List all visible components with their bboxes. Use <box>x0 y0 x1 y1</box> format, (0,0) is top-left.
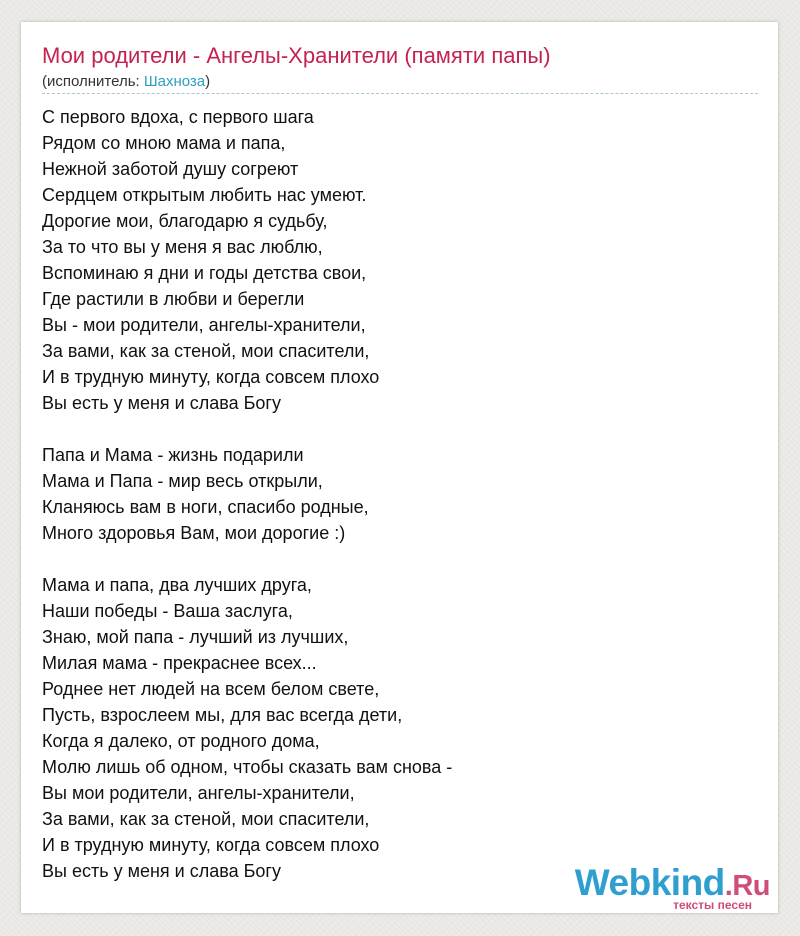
lyric-line: Много здоровья Вам, мои дорогие :) <box>42 523 346 543</box>
header-divider <box>42 93 758 94</box>
logo-name: Webkind <box>574 862 725 903</box>
lyric-line: И в трудную минуту, когда совсем плохо <box>42 835 380 855</box>
song-title: Мои родители - Ангелы-Хранители (памяти папы) <box>42 43 551 68</box>
lyrics-text <box>42 104 452 884</box>
lyric-line: И в трудную минуту, когда совсем плохо <box>42 367 380 387</box>
lyric-line: Вспоминаю я дни и годы детства свои, <box>42 263 367 283</box>
lyric-line: Знаю, мой папа - лучший из лучших, <box>42 627 349 647</box>
artist-line <box>42 73 210 91</box>
lyric-line: Вы есть у меня и слава Богу <box>42 393 281 413</box>
artist-prefix: (исполнитель: <box>42 73 144 90</box>
webkind-logo[interactable] <box>575 864 770 911</box>
lyric-line: Мама и папа, два лучших друга, <box>42 575 312 595</box>
lyric-line: Где растили в любви и берегли <box>42 289 305 309</box>
lyric-line: Вы мои родители, ангелы-хранители, <box>42 783 355 803</box>
lyric-line: С первого вдоха, с первого шага <box>42 107 314 127</box>
artist-suffix: ) <box>205 73 211 90</box>
lyric-line: Кланяюсь вам в ноги, спасибо родные, <box>42 497 369 517</box>
lyric-line: За то что вы у меня я вас люблю, <box>42 237 323 257</box>
logo-tld: .Ru <box>724 870 770 902</box>
lyric-line <box>42 416 452 442</box>
lyrics-card <box>21 22 778 913</box>
lyric-line: Дорогие мои, благодарю я судьбу, <box>42 211 328 231</box>
lyric-line: Роднее нет людей на всем белом свете, <box>42 679 380 699</box>
logo-tagline: тексты песен <box>673 898 752 912</box>
artist-link[interactable]: Шахноза <box>143 73 206 90</box>
lyric-line: Нежной заботой душу согреют <box>42 159 299 179</box>
lyric-line: Милая мама - прекраснее всех... <box>42 653 317 673</box>
lyric-line: Молю лишь об одном, чтобы сказать вам снова - <box>42 757 453 777</box>
lyric-line: Мама и Папа - мир весь открыли, <box>42 471 323 491</box>
lyric-line: Пусть, взрослеем мы, для вас всегда дети, <box>42 705 403 725</box>
lyric-line: За вами, как за стеной, мои спасители, <box>42 341 370 361</box>
lyric-line: Наши победы - Ваша заслуга, <box>42 601 293 621</box>
lyric-line <box>42 546 452 572</box>
lyric-line: Сердцем открытым любить нас умеют. <box>42 185 367 205</box>
lyric-line: Папа и Мама - жизнь подарили <box>42 445 304 465</box>
lyric-line: Рядом со мною мама и папа, <box>42 133 286 153</box>
lyric-line: Вы есть у меня и слава Богу <box>42 861 281 881</box>
lyric-line: Вы - мои родители, ангелы-хранители, <box>42 315 366 335</box>
lyric-line: Когда я далеко, от родного дома, <box>42 731 320 751</box>
lyric-line: За вами, как за стеной, мои спасители, <box>42 809 370 829</box>
